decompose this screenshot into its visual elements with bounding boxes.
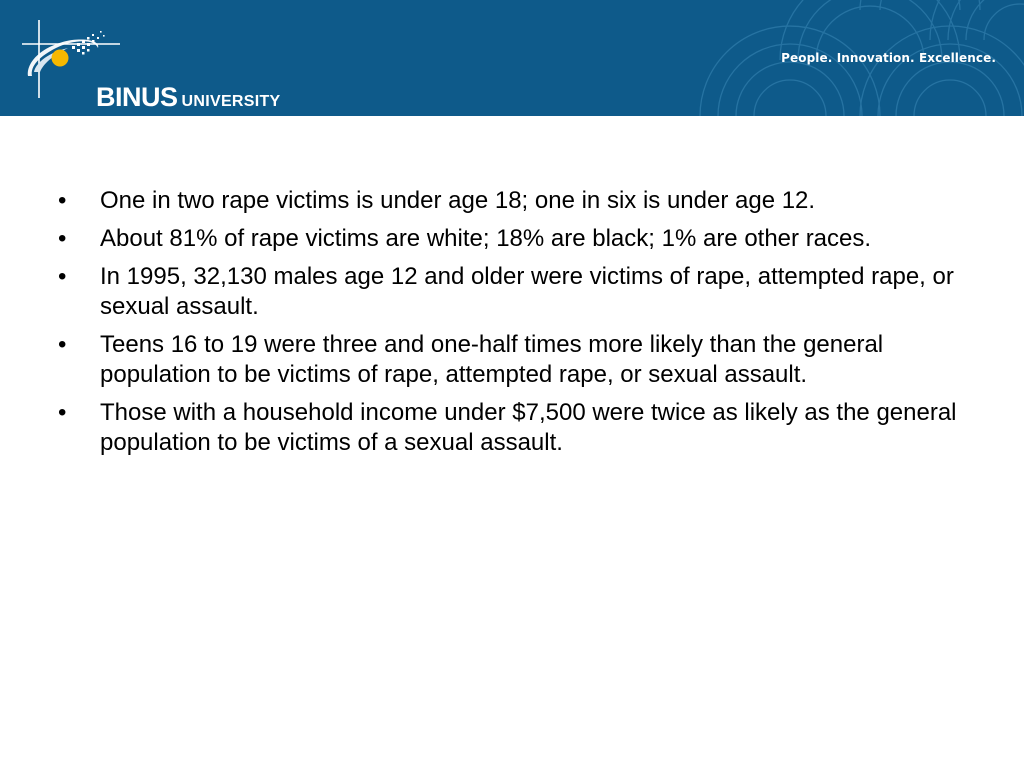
bullet-text: One in two rape victims is under age 18; one in six is under age 12. — [100, 187, 816, 214]
binus-university-logo — [20, 18, 310, 112]
bullet-item — [58, 330, 958, 390]
bullet-text: Teens 16 to 19 were three and one-half times more likely than the general population to be victims of rape, attempted rape, or sexual assault. — [100, 331, 884, 388]
bullet-icon: • — [58, 225, 67, 252]
bullet-icon: • — [58, 187, 67, 214]
logo-wordmark — [96, 82, 281, 113]
bullet-list — [58, 186, 958, 466]
bullet-icon: • — [58, 331, 67, 358]
bullet-icon: • — [58, 399, 67, 426]
tagline: People. Innovation. Excellence. — [781, 51, 996, 65]
bullet-item — [58, 398, 958, 458]
logo-suffix: UNIVERSITY — [181, 93, 281, 110]
bullet-item — [58, 224, 958, 254]
bullet-text: In 1995, 32,130 males age 12 and older were victims of rape, attempted rape, or sexual assault. — [100, 263, 954, 320]
bullet-item — [58, 262, 958, 322]
logo-name: BINUS — [96, 82, 178, 112]
header-banner — [0, 0, 1024, 116]
bullet-text: Those with a household income under $7,500 were twice as likely as the general population to be victims of a sexual assault. — [100, 399, 957, 456]
bullet-icon: • — [58, 263, 67, 290]
bullet-item — [58, 186, 958, 216]
bullet-text: About 81% of rape victims are white; 18% are black; 1% are other races. — [100, 225, 872, 252]
